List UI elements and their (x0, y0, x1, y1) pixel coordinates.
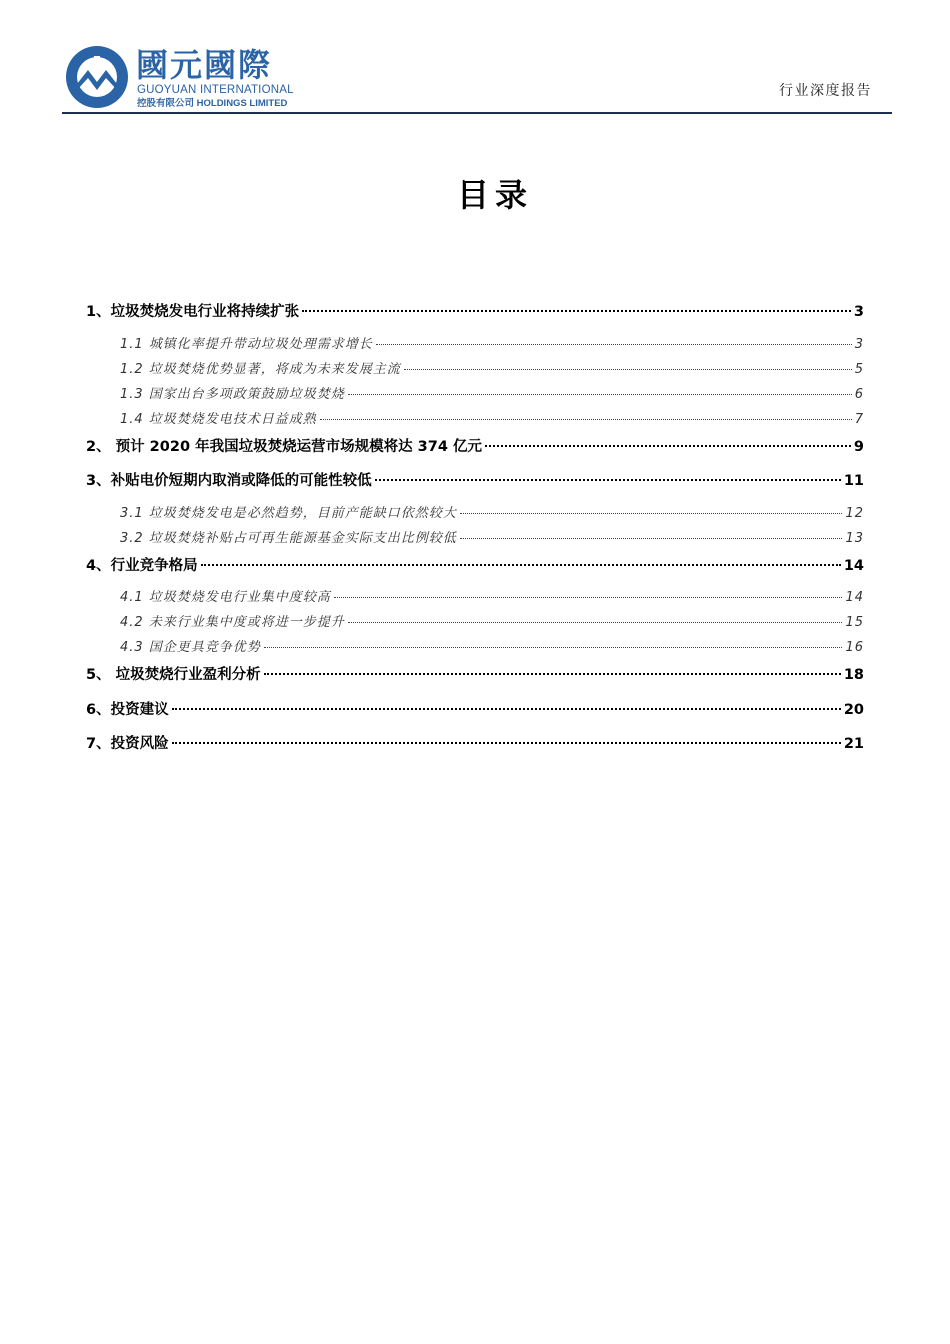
toc-entry-label: 3、补贴电价短期内取消或降低的可能性较低 (86, 473, 372, 489)
toc-subsection-entry[interactable] (86, 502, 864, 527)
toc-dot-leader (334, 597, 843, 598)
toc-subsection-entry[interactable] (86, 408, 864, 433)
toc-dot-leader (460, 513, 843, 514)
toc-page-number: 15 (845, 615, 864, 630)
guoyuan-logo-icon (64, 44, 130, 110)
toc-dot-leader (348, 622, 843, 623)
toc-page-number: 18 (843, 667, 864, 683)
toc-subsection-entry[interactable] (86, 383, 864, 408)
toc-page-number: 20 (843, 701, 864, 718)
toc-section-entry[interactable] (86, 661, 864, 696)
page-header (0, 0, 950, 118)
toc-subsection-entry[interactable] (86, 636, 864, 661)
toc-section-entry[interactable] (86, 696, 864, 731)
toc-page-number: 3 (853, 304, 864, 320)
toc-page-number: 9 (853, 438, 864, 455)
toc-page-number: 5 (854, 361, 864, 377)
toc-dot-leader (302, 310, 851, 312)
toc-page-number: 12 (845, 505, 864, 521)
toc-subsection-entry[interactable] (86, 333, 864, 358)
toc-page-number: 7 (854, 411, 864, 427)
toc-entry-label: 4.2 未来行业集中度或将进一步提升 (120, 615, 345, 630)
toc-section-entry[interactable] (86, 298, 864, 333)
header-divider (62, 112, 892, 114)
toc-dot-leader (172, 742, 841, 744)
toc-subsection-entry[interactable] (86, 586, 864, 611)
toc-entry-label: 4.1 垃圾焚烧发电行业集中度较高 (120, 590, 331, 605)
toc-page-number: 6 (854, 386, 864, 402)
toc-subsection-entry[interactable] (86, 527, 864, 552)
toc-entry-label: 1、垃圾焚烧发电行业将持续扩张 (86, 304, 300, 320)
toc-section-entry[interactable] (86, 730, 864, 765)
toc-entry-label: 4、行业竞争格局 (86, 557, 198, 574)
toc-page-number: 14 (843, 557, 864, 574)
brand-subtitle: 控股有限公司 HOLDINGS LIMITED (137, 98, 288, 109)
toc-dot-leader (201, 564, 841, 566)
toc-page-number: 16 (845, 640, 864, 655)
toc-dot-leader (348, 394, 852, 395)
toc-entry-label: 2、 预计 2020 年我国垃圾焚烧运营市场规模将达 374 亿元 (86, 438, 482, 455)
toc-entry-label: 1.3 国家出台多项政策鼓励垃圾焚烧 (120, 386, 345, 402)
toc-page-number: 21 (843, 736, 864, 752)
toc-dot-leader (404, 369, 852, 370)
toc-dot-leader (375, 479, 841, 481)
toc-entry-label: 6、投资建议 (86, 701, 169, 718)
brand-name-en: GUOYUAN INTERNATIONAL (137, 84, 294, 96)
toc-subsection-entry[interactable] (86, 358, 864, 383)
toc-entry-label: 7、投资风险 (86, 736, 169, 752)
toc-entry-label: 5、 垃圾焚烧行业盈利分析 (86, 667, 261, 683)
toc-dot-leader (460, 538, 843, 539)
toc-section-entry[interactable] (86, 552, 864, 587)
toc-entry-label: 3.2 垃圾焚烧补贴占可再生能源基金实际支出比例较低 (120, 530, 457, 546)
toc-page-number: 11 (843, 473, 864, 489)
toc-entry-label: 1.1 城镇化率提升带动垃圾处理需求增长 (120, 336, 373, 352)
toc-entry-label: 3.1 垃圾焚烧发电是必然趋势，目前产能缺口依然较大 (120, 505, 457, 521)
toc-dot-leader (376, 344, 852, 345)
toc-page-number: 3 (854, 336, 864, 352)
toc-page-number: 14 (845, 590, 864, 605)
toc-entry-label: 4.3 国企更具竞争优势 (120, 640, 261, 655)
table-of-contents (86, 298, 864, 765)
toc-dot-leader (264, 673, 841, 675)
toc-entry-label: 1.2 垃圾焚烧优势显著，将成为未来发展主流 (120, 361, 401, 377)
toc-dot-leader (485, 445, 851, 447)
toc-title: 目录 (456, 176, 533, 214)
toc-entry-label: 1.4 垃圾焚烧发电技术日益成熟 (120, 411, 317, 427)
report-type: 行业深度报告 (779, 83, 872, 99)
toc-dot-leader (264, 647, 843, 648)
toc-dot-leader (320, 419, 852, 420)
toc-section-entry[interactable] (86, 467, 864, 502)
toc-dot-leader (172, 708, 841, 710)
toc-page-number: 13 (845, 530, 864, 546)
toc-section-entry[interactable] (86, 433, 864, 468)
brand-name-cn: 國元國際 (136, 46, 273, 84)
toc-subsection-entry[interactable] (86, 611, 864, 636)
